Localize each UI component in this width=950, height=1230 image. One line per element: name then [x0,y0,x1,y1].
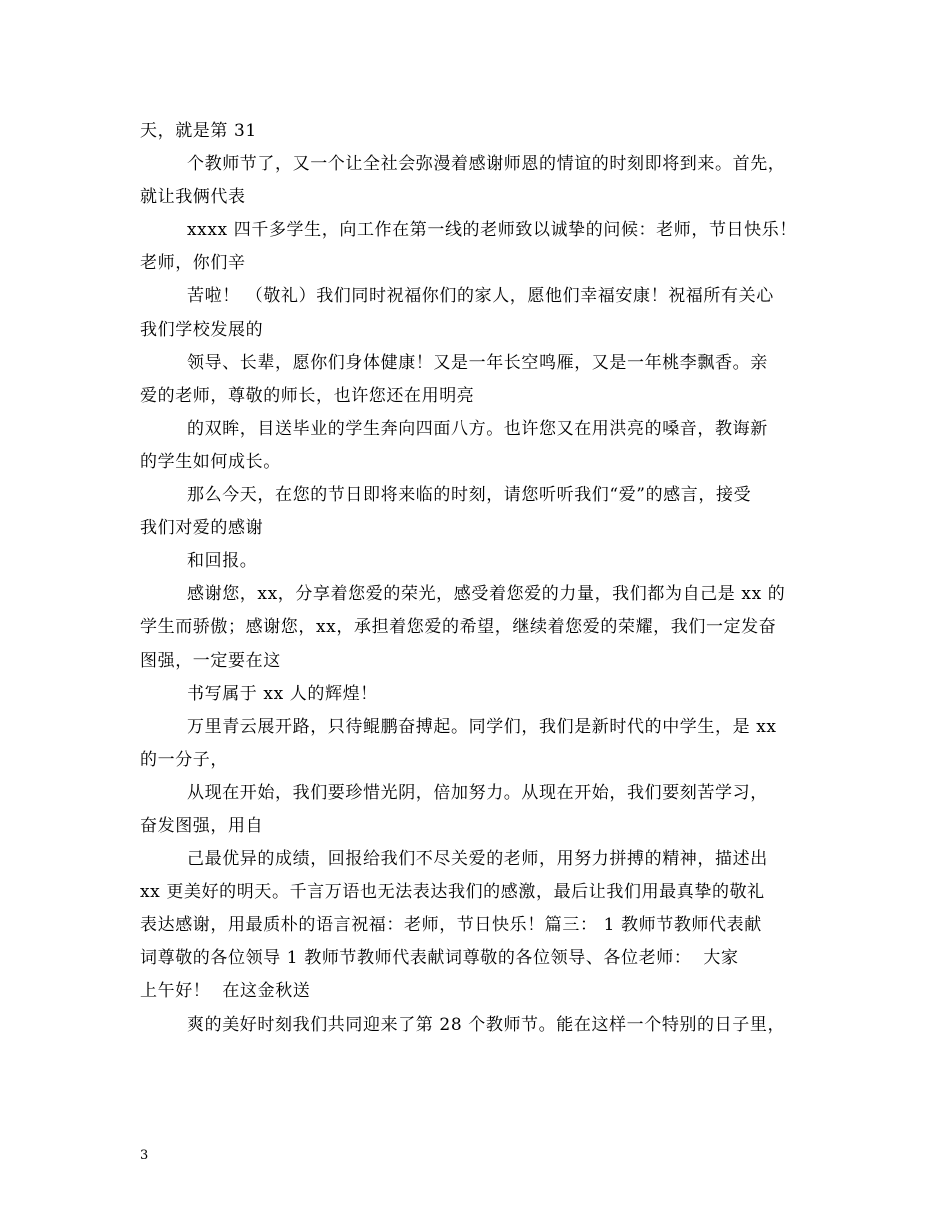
text-line: 爽的美好时刻我们共同迎来了第 28 个教师节。能在这样一个特别的日子里， [187,1014,786,1035]
text-line: 我们学校发展的 [140,319,264,340]
text-line: 己最优异的成绩，回报给我们不尽关爱的老师，用努力拼搏的精神，描述出 [187,849,768,870]
text-line: 天，就是第 31 [140,121,257,141]
text-line: 的一分子， [140,749,228,770]
text-line: 的学生如何成长。 [140,451,281,472]
text-line: xxxx 四千多学生，向工作在第一线的老师致以诚挚的问候：老师，节日快乐！ [187,220,797,241]
text-line: 书写属于 xx 人的辉煌！ [187,683,378,704]
text-line: 和回报。 [187,551,258,572]
text-line: 的双眸，目送毕业的学生奔向四面八方。也许您又在用洪亮的嗓音，教诲新 [187,418,768,439]
text-line: 上午好！ 在这金秋送 [140,981,311,1002]
text-line: 万里青云展开路，只待鲲鹏奋搏起。同学们，我们是新时代的中学生，是 xx [187,716,777,737]
text-line: 词尊敬的各位领导 1 教师节教师代表献词尊敬的各位领导、各位老师： 大家 [140,948,739,969]
text-line: 感谢您，xx，分享着您爱的荣光，感受着您爱的力量，我们都为自己是 xx 的 [187,584,786,605]
text-line: 我们对爱的感谢 [140,518,264,539]
text-line: 奋发图强，用自 [140,815,264,836]
text-line: 图强，一定要在这 [140,650,281,671]
text-line: 个教师节了，又一个让全社会弥漫着感谢师恩的情谊的时刻即将到来。首先， [187,154,786,175]
text-line: xx 更美好的明天。千言万语也无法表达我们的感激，最后让我们用最真挚的敬礼 [140,882,765,903]
text-line: 就让我俩代表 [140,187,246,208]
page-number: 3 [140,1148,149,1163]
text-line: 领导、长辈，愿你们身体健康！又是一年长空鸣雁，又是一年桃李飘香。亲 [187,352,768,373]
text-line: 表达感谢，用最质朴的语言祝福：老师，节日快乐！篇三： 1 教师节教师代表献 [140,915,762,936]
text-line: 老师，你们辛 [140,253,246,274]
text-line: 从现在开始，我们要珍惜光阴，倍加努力。从现在开始，我们要刻苦学习， [187,782,768,803]
text-line: 苦啦！ （敬礼）我们同时祝福你们的家人，愿他们幸福安康！祝福所有关心 [187,286,774,307]
text-line: 学生而骄傲；感谢您，xx，承担着您爱的希望，继续着您爱的荣耀，我们一定发奋 [140,617,777,638]
text-line: 爱的老师，尊敬的师长，也许您还在用明亮 [140,385,475,406]
body-text [140,115,815,1042]
text-line: 那么今天，在您的节日即将来临的时刻，请您听听我们“爱”的感言，接受 [187,485,752,506]
